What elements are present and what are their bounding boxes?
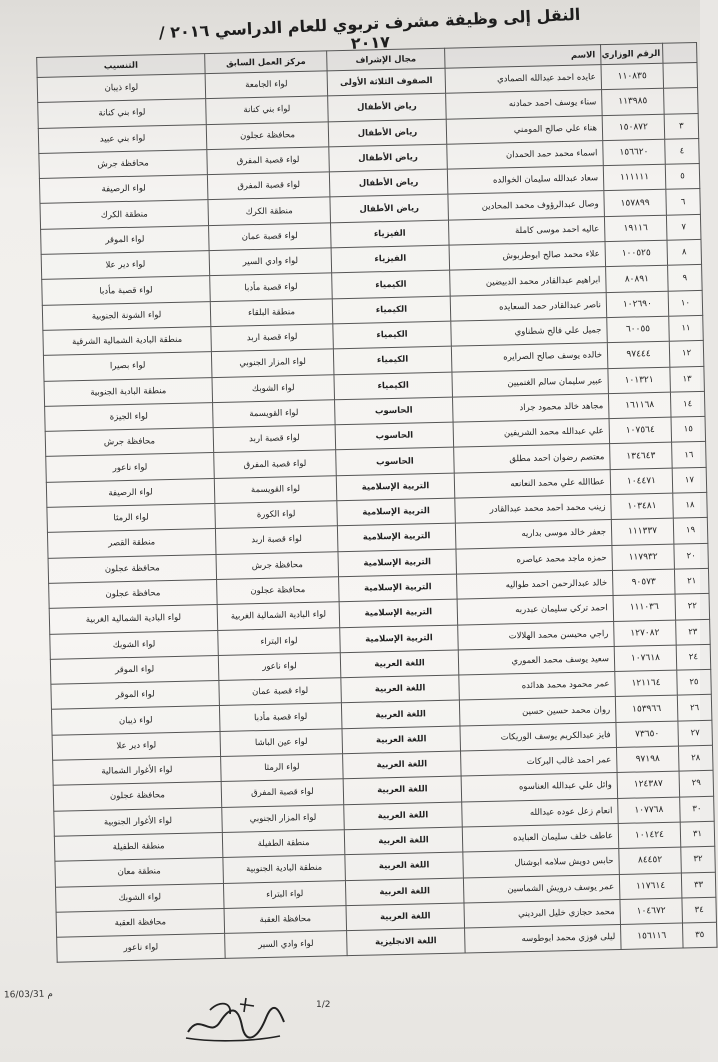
row-name: عايده احمد عبدالله الصمادي: [445, 65, 602, 94]
row-previous-post: محافظة جرش: [216, 551, 339, 579]
row-field: اللغة العربية: [343, 751, 462, 779]
row-ministry-no: ١٢٤٣٨٧: [617, 771, 680, 798]
row-previous-post: محافظة عجلون: [206, 121, 329, 149]
row-seq: ٣٥: [682, 922, 717, 948]
row-name: خالده يوسف صالح الصرايره: [451, 343, 608, 372]
row-ministry-no: ٩٧١٩٨: [616, 746, 679, 773]
row-seq: ١٦: [672, 442, 707, 468]
row-previous-post: لواء البتراء: [223, 880, 346, 908]
print-date: 16/03/31 م: [3, 989, 53, 1001]
row-ministry-no: ١١١٠٣٦: [613, 594, 676, 621]
row-seq: ٩: [668, 265, 703, 291]
row-ministry-no: ١٠٧٦١٨: [614, 645, 677, 672]
row-ministry-no: ١١٣٩٨٥: [602, 89, 665, 116]
row-previous-post: لواء الكورة: [215, 501, 338, 529]
table-body: [37, 62, 717, 962]
row-field: اللغة الانجليزية: [347, 928, 466, 956]
row-previous-post: لواء قصبة المفرق: [207, 147, 330, 175]
row-ministry-no: ١٢٧٠٨٢: [614, 620, 677, 647]
row-ministry-no: ١٠١٤٢٤: [618, 822, 681, 849]
row-seq: ١٩: [673, 518, 708, 544]
row-name: خالد عبدالرحمن احمد طواليه: [457, 570, 614, 599]
row-placement: محافظة جرش: [45, 428, 214, 457]
row-placement: لواء الموقر: [51, 681, 220, 710]
row-name: زينب محمد احمد محمد عبدالقادر: [455, 495, 612, 524]
row-placement: لواء ناعور: [57, 934, 226, 963]
row-previous-post: لواء وادي السير: [209, 248, 332, 276]
row-seq: ٢٤: [676, 644, 711, 670]
row-name: عمر يوسف درويش الشماسين: [463, 874, 620, 903]
row-previous-post: لواء المزار الجنوبي: [211, 349, 334, 377]
row-field: التربية الإسلامية: [337, 498, 456, 526]
row-placement: لواء البادية الشمالية الغربية: [49, 605, 218, 634]
row-placement: لواء الأغوار الجنوبية: [54, 807, 223, 836]
header-seq: [663, 42, 697, 63]
row-ministry-no: ٨٠٨٩١: [606, 266, 669, 293]
row-field: التربية الإسلامية: [339, 574, 458, 602]
row-placement: محافظة العقبة: [56, 908, 225, 937]
row-placement: لواء الموقر: [41, 225, 210, 254]
row-ministry-no: ١٠٧٧٦٨: [618, 797, 681, 824]
row-seq: ٢٩: [679, 771, 714, 797]
row-placement: محافظة عجلون: [48, 554, 217, 583]
row-field: الكيمياء: [332, 271, 451, 299]
row-name: سناء يوسف احمد حمادنه: [446, 90, 603, 119]
row-name: ليلى فوزي محمد ابوطوسه: [465, 925, 622, 954]
row-field: التربية الإسلامية: [340, 625, 459, 653]
row-ministry-no: ٨٤٤٥٢: [619, 847, 682, 874]
row-field: الفيزياء: [331, 245, 450, 273]
row-name: احمد تركي سليمان عبدربه: [457, 596, 614, 625]
row-ministry-no: ١١٧٩٣٢: [612, 544, 675, 571]
row-placement: محافظة عجلون: [49, 579, 218, 608]
row-name: روان محمد حسين حسين: [459, 697, 616, 726]
row-name: جعفر خالد موسى بداريه: [455, 520, 612, 549]
row-placement: لواء الموقر: [50, 655, 219, 684]
row-ministry-no: ١٢١١٦٤: [615, 670, 678, 697]
row-previous-post: لواء قصبة المفرق: [214, 450, 337, 478]
row-previous-post: محافظة عجلون: [217, 577, 340, 605]
row-ministry-no: ١٥٦١١٦: [621, 923, 684, 950]
row-field: اللغة العربية: [340, 650, 459, 678]
row-name: راجي محيسن محمد الهلالات: [458, 621, 615, 650]
row-seq: ١٤: [670, 391, 705, 417]
row-seq: ٧: [666, 214, 701, 240]
row-name: عاليه احمد موسى كاملة: [448, 216, 605, 245]
row-seq: ٣٠: [680, 796, 715, 822]
row-field: اللغة العربية: [342, 726, 461, 754]
row-previous-post: لواء القويسمة: [214, 476, 337, 504]
row-placement: لواء الشوبك: [50, 630, 219, 659]
row-field: التربية الإسلامية: [336, 473, 455, 501]
row-field: التربية الإسلامية: [339, 599, 458, 627]
row-ministry-no: ١٠١٣٢١: [608, 367, 671, 394]
row-placement: منطقة الكرك: [40, 200, 209, 229]
row-seq: ١٧: [672, 467, 707, 493]
row-name: معتصم رضوان احمد مطلق: [454, 444, 611, 473]
row-field: الحاسوب: [336, 448, 455, 476]
row-name: مجاهد خالد محمود جراد: [452, 393, 609, 422]
row-name: ابراهيم عبدالقادر محمد الدبيضين: [450, 267, 607, 296]
row-seq: ٢٢: [675, 594, 710, 620]
row-placement: لواء ذيبان: [51, 706, 220, 735]
header-placement: التنسيب: [37, 54, 205, 78]
row-placement: لواء بصيرا: [43, 352, 212, 381]
row-field: رياض الأطفال: [330, 195, 449, 223]
row-previous-post: لواء قصبة عمان: [219, 678, 342, 706]
row-seq: ٢٧: [678, 720, 713, 746]
document-title: النقل إلى وظيفة مشرف تربوي للعام الدراسي ٢٠١٦ / ٢٠١٧: [158, 4, 581, 53]
row-seq: ١٣: [670, 366, 705, 392]
row-placement: منطقة الطفيلة: [54, 832, 223, 861]
row-ministry-no: ٩٠٥٧٣: [612, 569, 675, 596]
row-seq: ٣٢: [681, 846, 716, 872]
row-previous-post: لواء الرمثا: [221, 754, 344, 782]
row-name: عطاالله علي محمد النعانعه: [454, 469, 611, 498]
row-placement: لواء الشوبك: [56, 883, 225, 912]
row-field: الكيمياء: [334, 372, 453, 400]
row-field: رياض الأطفال: [328, 93, 447, 121]
row-ministry-no: ١٠٠٥٢٥: [605, 240, 668, 267]
row-seq: ٤: [665, 138, 700, 164]
row-field: الصفوف الثلاثة الأولى: [327, 68, 446, 96]
row-placement: لواء ناعور: [46, 453, 215, 482]
row-previous-post: لواء عين الباشا: [220, 728, 343, 756]
row-previous-post: لواء قصبة اربد: [215, 526, 338, 554]
row-field: الكيمياء: [333, 346, 452, 374]
row-ministry-no: ١٩١١٦: [604, 215, 667, 242]
row-seq: ٢٠: [674, 543, 709, 569]
supervisors-table: [36, 42, 717, 963]
row-ministry-no: ١١١١١١: [603, 164, 666, 191]
row-previous-post: لواء بني كنانة: [206, 96, 329, 124]
row-placement: منطقة القصر: [47, 529, 216, 558]
row-placement: لواء دير علا: [52, 731, 221, 760]
row-previous-post: منطقة البادية الجنوبية: [223, 855, 346, 883]
row-name: وصال عبدالرؤوف محمد المحادين: [448, 191, 605, 220]
row-placement: منطقة البادية الشمالية الشرقية: [43, 327, 212, 356]
row-previous-post: لواء البادية الشمالية الغربية: [217, 602, 340, 630]
row-field: اللغة العربية: [345, 877, 464, 905]
row-seq: [663, 62, 698, 88]
row-ministry-no: ١٦١١٦٨: [608, 392, 671, 419]
row-previous-post: لواء قصبة اربد: [211, 324, 334, 352]
row-previous-post: لواء قصبة اربد: [213, 425, 336, 453]
row-ministry-no: ١٠٢٦٩٠: [606, 291, 669, 318]
row-field: اللغة العربية: [343, 776, 462, 804]
row-name: عمر احمد غالب البركات: [461, 748, 618, 777]
row-field: اللغة العربية: [341, 700, 460, 728]
row-previous-post: منطقة الكرك: [208, 197, 331, 225]
row-placement: لواء الأغوار الشمالية: [53, 756, 222, 785]
row-previous-post: لواء الشوبك: [212, 374, 335, 402]
row-name: فايز عبدالكريم يوسف الوريكات: [460, 722, 617, 751]
row-previous-post: لواء وادي السير: [225, 931, 348, 959]
header-field: مجال الإشراف: [327, 48, 445, 71]
header-previous-post: مركز العمل السابق: [205, 51, 327, 74]
row-name: اسماء محمد حمد الحمدان: [447, 141, 604, 170]
row-ministry-no: ١٠٣٤٨١: [611, 493, 674, 520]
row-field: رياض الأطفال: [328, 119, 447, 147]
row-previous-post: منطقة البلقاء: [210, 298, 333, 326]
header-name: الاسم: [445, 45, 601, 69]
row-name: عاطف خلف سليمان العبايده: [462, 823, 619, 852]
row-field: الحاسوب: [335, 397, 454, 425]
row-ministry-no: ٧٣٦٥٠: [616, 721, 679, 748]
page-number: 1/2: [316, 1000, 331, 1010]
row-seq: ٣١: [680, 821, 715, 847]
row-ministry-no: ١٥٣٩٦٦: [615, 696, 678, 723]
row-field: اللغة العربية: [344, 802, 463, 830]
row-field: الحاسوب: [335, 422, 454, 450]
row-field: الفيزياء: [331, 220, 450, 248]
row-name: انعام زعل عوده عبدالله: [462, 798, 619, 827]
row-seq: ٨: [667, 240, 702, 266]
row-ministry-no: ١٥٧٨٩٩: [604, 190, 667, 217]
row-placement: لواء الرمثا: [47, 504, 216, 533]
row-placement: منطقة معان: [55, 858, 224, 887]
row-seq: ٢١: [674, 568, 709, 594]
row-name: وائل علي عبدالله العناسوه: [461, 773, 618, 802]
row-ministry-no: ١٠٤٤٧١: [610, 468, 673, 495]
row-placement: منطقة البادية الجنوبية: [44, 377, 213, 406]
row-previous-post: لواء قصبة المفرق: [207, 172, 330, 200]
header-ministry-no: الرقم الوزاري: [601, 43, 663, 64]
row-field: اللغة العربية: [345, 852, 464, 880]
row-field: رياض الأطفال: [329, 169, 448, 197]
row-placement: لواء قصبة مأدبا: [42, 276, 211, 305]
row-previous-post: لواء البتراء: [218, 627, 341, 655]
row-field: رياض الأطفال: [329, 144, 448, 172]
row-placement: لواء ذيبان: [37, 74, 206, 103]
row-previous-post: محافظة العقبة: [224, 905, 347, 933]
row-placement: لواء الرصيفة: [39, 175, 208, 204]
row-seq: ١١: [669, 315, 704, 341]
row-placement: لواء دير علا: [41, 251, 210, 280]
row-placement: محافظة عجلون: [53, 782, 222, 811]
row-previous-post: لواء الجامعة: [205, 71, 328, 99]
table-container: [36, 42, 716, 963]
row-ministry-no: ١٠٤٦٧٢: [620, 898, 683, 925]
row-name: علاء محمد صالح ابوطربوش: [449, 242, 606, 271]
row-field: الكيمياء: [332, 296, 451, 324]
row-name: عبير سليمان سالم الغنميين: [452, 368, 609, 397]
row-seq: ١٢: [669, 341, 704, 367]
row-name: حمزه ماجد محمد عياصره: [456, 545, 613, 574]
row-seq: ١٥: [671, 417, 706, 443]
row-previous-post: لواء قصبة مأدبا: [210, 273, 333, 301]
row-ministry-no: ١٠٧٥٦٤: [609, 417, 672, 444]
row-placement: لواء بني عبيد: [38, 124, 207, 153]
row-field: اللغة العربية: [341, 675, 460, 703]
row-field: التربية الإسلامية: [337, 523, 456, 551]
row-seq: ٢٦: [677, 695, 712, 721]
handwritten-signature: [180, 992, 290, 1044]
row-ministry-no: ٩٧٤٤٤: [607, 341, 670, 368]
row-seq: ٣: [664, 113, 699, 139]
row-ministry-no: ١٥٠٨٧٢: [602, 114, 665, 141]
row-field: التربية الإسلامية: [338, 549, 457, 577]
row-ministry-no: ١١٧٦١٤: [619, 873, 682, 900]
row-name: علي عبدالله محمد الشريفين: [453, 419, 610, 448]
row-previous-post: لواء القويسمة: [213, 400, 336, 428]
row-seq: ٢٨: [678, 745, 713, 771]
row-field: الكيمياء: [333, 321, 452, 349]
row-seq: ٢٣: [676, 619, 711, 645]
row-name: سعيد يوسف محمد العموري: [458, 646, 615, 675]
row-previous-post: لواء قصبة عمان: [209, 223, 332, 251]
row-seq: ١٨: [673, 492, 708, 518]
row-name: محمد حجازي خليل البرديني: [464, 899, 621, 928]
row-seq: ٢٥: [677, 669, 712, 695]
row-seq: ٣٣: [681, 872, 716, 898]
row-previous-post: لواء قصبة المفرق: [221, 779, 344, 807]
row-seq: ١٠: [668, 290, 703, 316]
row-ministry-no: ١١١٣٣٧: [611, 518, 674, 545]
row-name: عمر محمود محمد هدائده: [459, 672, 616, 701]
row-placement: لواء الشونة الجنوبية: [42, 301, 211, 330]
row-name: هناء علي صالح المومني: [446, 115, 603, 144]
row-field: اللغة العربية: [344, 827, 463, 855]
row-placement: لواء الجيزة: [45, 402, 214, 431]
row-ministry-no: ١١٠٨٣٥: [601, 63, 664, 90]
row-name: سعاد عبدالله سليمان الخوالده: [447, 166, 604, 195]
row-placement: لواء بني كنانة: [38, 99, 207, 128]
row-seq: ٣٤: [682, 897, 717, 923]
row-field: اللغة العربية: [346, 903, 465, 931]
row-name: ناصر عبدالقادر حمد السعايده: [450, 292, 607, 321]
row-placement: محافظة جرش: [39, 150, 208, 179]
row-seq: ٦: [666, 189, 701, 215]
row-ministry-no: ٦٠٠٥٥: [607, 316, 670, 343]
row-previous-post: لواء المزار الجنوبي: [222, 804, 345, 832]
row-name: جميل علي فالح شطناوي: [451, 318, 608, 347]
row-previous-post: منطقة الطفيلة: [222, 830, 345, 858]
row-seq: [664, 88, 699, 114]
row-ministry-no: ١٥٦٦٢٠: [603, 139, 666, 166]
row-placement: لواء الرصيفة: [46, 478, 215, 507]
row-previous-post: لواء ناعور: [218, 653, 341, 681]
row-name: حابس دويش سلامه ابوشنال: [463, 849, 620, 878]
row-ministry-no: ١٣٤٦٤٣: [610, 443, 673, 470]
row-previous-post: لواء قصبة مأدبا: [219, 703, 342, 731]
row-seq: ٥: [665, 164, 700, 190]
